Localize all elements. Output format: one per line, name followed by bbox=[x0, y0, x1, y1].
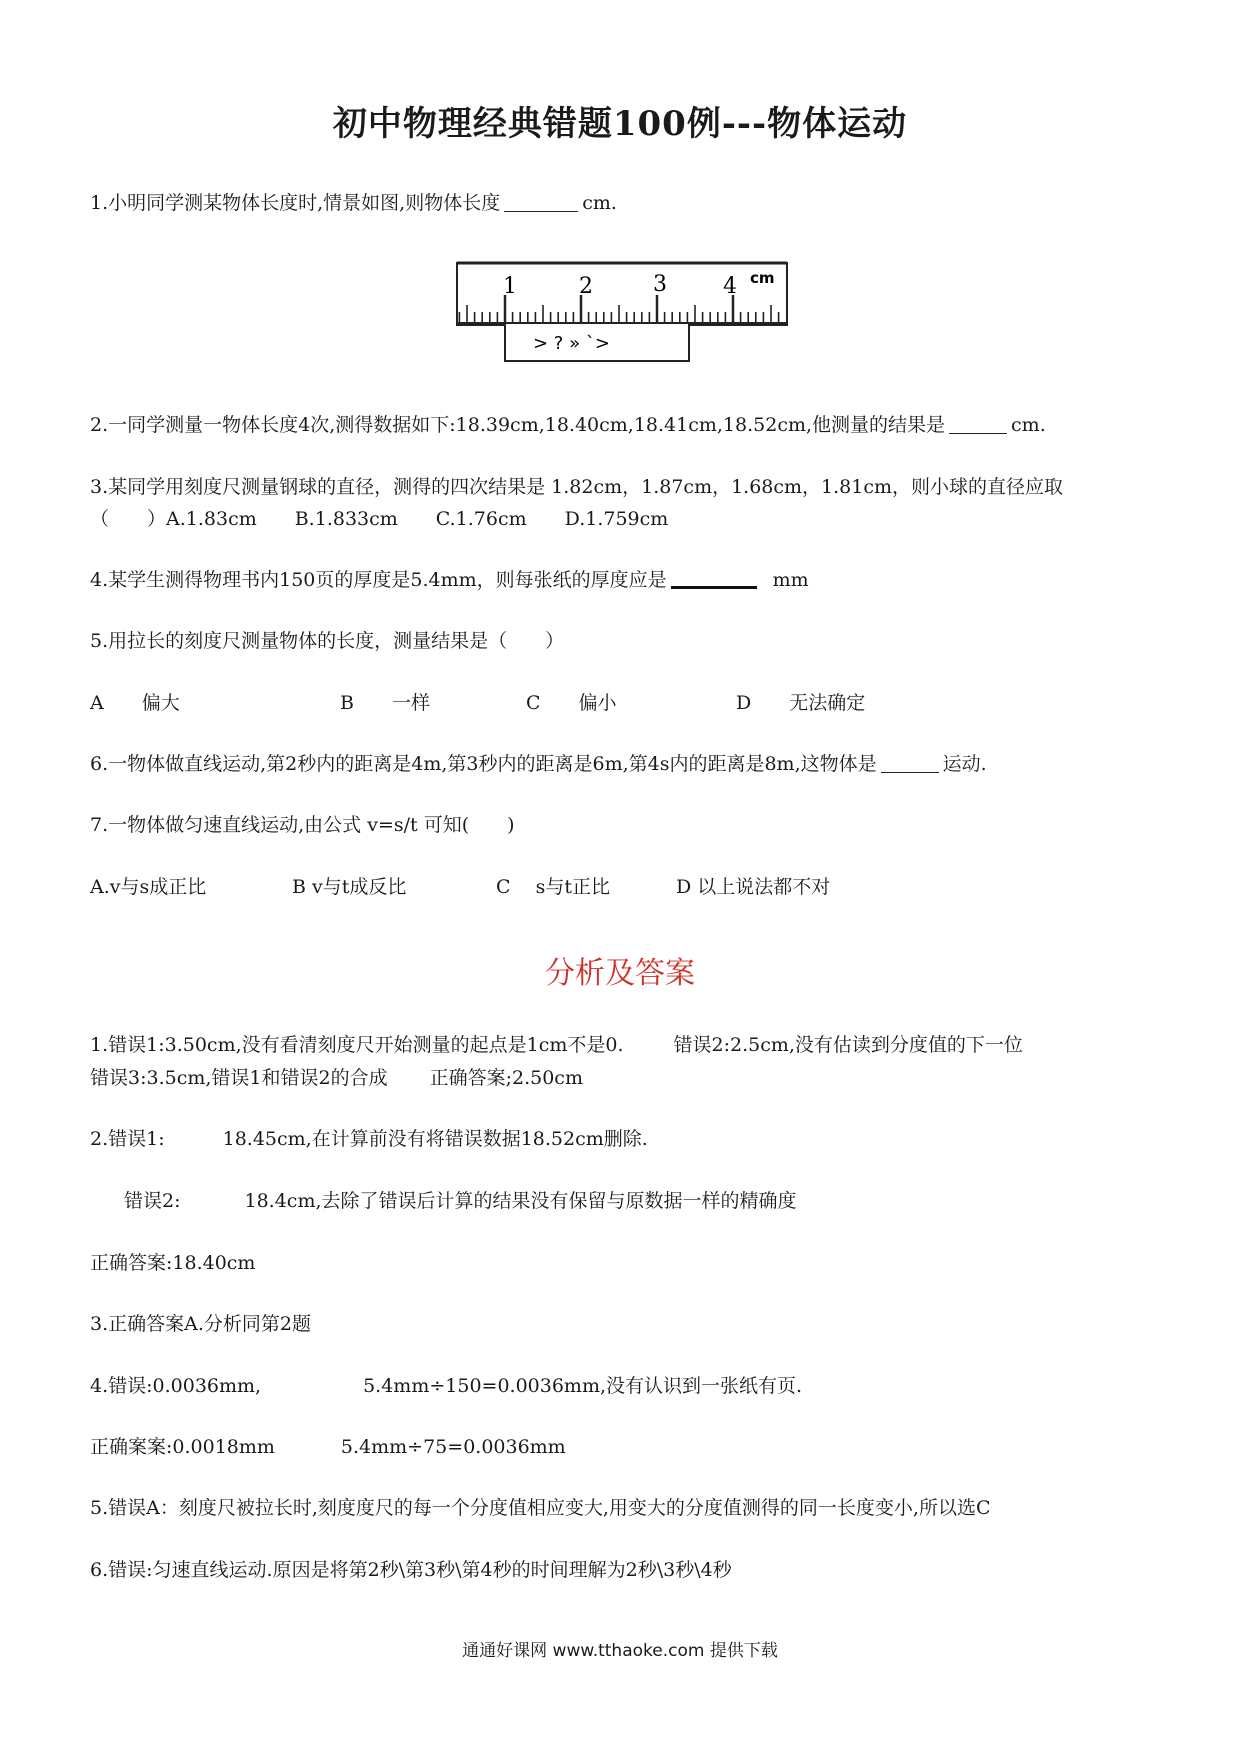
question-2 bbox=[90, 410, 1046, 437]
answer-1-line-1 bbox=[90, 1030, 1023, 1057]
answer-6: 6.错误:匀速直线运动.原因是将第2秒\第3秒\第4秒的时间理解为2秒\3秒\4秒 bbox=[90, 1559, 732, 1581]
answer-3: 3.正确答案A.分析同第2题 bbox=[90, 1313, 311, 1335]
ruler-label-3: 3 bbox=[653, 272, 667, 297]
question-3-line-1: 3.某同学用刻度尺测量钢球的直径，测得的四次结果是 1.82cm，1.87cm，1.68cm，1.81cm，则小球的直径应取 bbox=[90, 476, 1064, 498]
answer-1-line-2 bbox=[90, 1063, 583, 1090]
question-5: 5.用拉长的刻度尺测量物体的长度，测量结果是（ ） bbox=[90, 630, 565, 652]
answer-4-error-calc: 5.4mm÷150=0.0036mm,没有认识到一张纸有页. bbox=[363, 1375, 803, 1397]
answer-1-error-3: 错误3:3.5cm,错误1和错误2的合成 bbox=[90, 1067, 388, 1089]
answer-2-error-2-text: 18.4cm,去除了错误后计算的结果没有保留与原数据一样的精确度 bbox=[244, 1190, 797, 1212]
answer-4-correct: 正确案案:0.0018mm bbox=[90, 1436, 275, 1458]
question-1-text: 1.小明同学测某物体长度时,情景如图,则物体长度 bbox=[90, 192, 501, 214]
answer-1-error-1: 1.错误1:3.50cm,没有看清刻度尺开始测量的起点是1cm不是0. bbox=[90, 1034, 624, 1056]
question-4-text: 4.某学生测得物理书内150页的厚度是5.4mm，则每张纸的厚度应是 bbox=[90, 569, 667, 591]
answer-2-correct: 正确答案:18.40cm bbox=[90, 1252, 256, 1274]
ruler-label-2: 2 bbox=[579, 274, 593, 299]
ruler-label-1: 1 bbox=[503, 274, 517, 299]
question-1-unit: cm. bbox=[582, 192, 617, 214]
answer-1-correct: 正确答案;2.50cm bbox=[429, 1067, 583, 1089]
option-d: D 以上说法都不对 bbox=[676, 876, 831, 898]
answer-1-error-2: 错误2:2.5cm,没有估读到分度值的下一位 bbox=[673, 1034, 1023, 1056]
footer-credit: 通通好课网 www.tthaoke.com 提供下载 bbox=[462, 1641, 778, 1661]
answer-4-line-1 bbox=[90, 1371, 802, 1398]
ruler-figure bbox=[455, 255, 790, 365]
question-7: 7.一物体做匀速直线运动,由公式 v=s/t 可知( ) bbox=[90, 814, 515, 836]
answer-2-line-1 bbox=[90, 1124, 648, 1151]
question-5-options bbox=[90, 688, 865, 715]
option-b: B 一样 bbox=[340, 692, 430, 714]
question-6 bbox=[90, 749, 987, 776]
answer-4-correct-calc: 5.4mm÷75=0.0036mm bbox=[340, 1436, 566, 1458]
question-6-tail: 运动. bbox=[942, 753, 987, 775]
question-6-text: 6.一物体做直线运动,第2秒内的距离是4m,第3秒内的距离是6m,第4s内的距离是8m,这物体是 bbox=[90, 753, 877, 775]
object-marks: > ? » `> bbox=[533, 333, 610, 354]
question-3-line-2: （ ）A.1.83cm B.1.833cm C.1.76cm D.1.759cm bbox=[90, 508, 669, 530]
answer-blank bbox=[949, 414, 1007, 434]
question-2-text: 2.一同学测量一物体长度4次,测得数据如下:18.39cm,18.40cm,18.41cm,18.52cm,他测量的结果是 bbox=[90, 414, 946, 436]
ruler-illustration bbox=[455, 255, 790, 365]
option-c: C s与t正比 bbox=[496, 876, 610, 898]
question-4-unit: mm bbox=[772, 569, 809, 591]
answer-2-error-1-text: 18.45cm,在计算前没有将错误数据18.52cm删除. bbox=[222, 1128, 648, 1150]
page-title: 初中物理经典错题100例---物体运动 bbox=[332, 104, 908, 144]
answer-blank bbox=[504, 192, 578, 212]
question-2-unit: cm. bbox=[1011, 414, 1046, 436]
answer-blank bbox=[881, 753, 939, 773]
option-c: C 偏小 bbox=[526, 692, 617, 714]
question-7-options bbox=[90, 872, 830, 899]
option-a: A.v与s成正比 bbox=[90, 876, 207, 898]
answers-heading: 分析及答案 bbox=[545, 956, 695, 991]
question-4 bbox=[90, 565, 809, 592]
answer-4-error: 4.错误:0.0036mm, bbox=[90, 1375, 262, 1397]
answer-4-line-2 bbox=[90, 1432, 566, 1459]
ruler-unit-label: cm bbox=[750, 269, 775, 287]
option-d: D 无法确定 bbox=[736, 692, 866, 714]
answer-2-error-1-label: 2.错误1: bbox=[90, 1128, 165, 1150]
answer-2-line-2 bbox=[124, 1186, 797, 1213]
question-1 bbox=[90, 188, 617, 215]
answer-blank bbox=[671, 567, 757, 589]
ruler-label-4: 4 bbox=[723, 274, 737, 299]
answer-2-error-2-label: 错误2: bbox=[124, 1190, 181, 1212]
answer-5: 5.错误A：刻度尺被拉长时,刻度度尺的每一个分度值相应变大,用变大的分度值测得的同一长度变小,所以选C bbox=[90, 1497, 991, 1519]
option-b: B v与t成反比 bbox=[292, 876, 407, 898]
option-a: A 偏大 bbox=[90, 692, 180, 714]
